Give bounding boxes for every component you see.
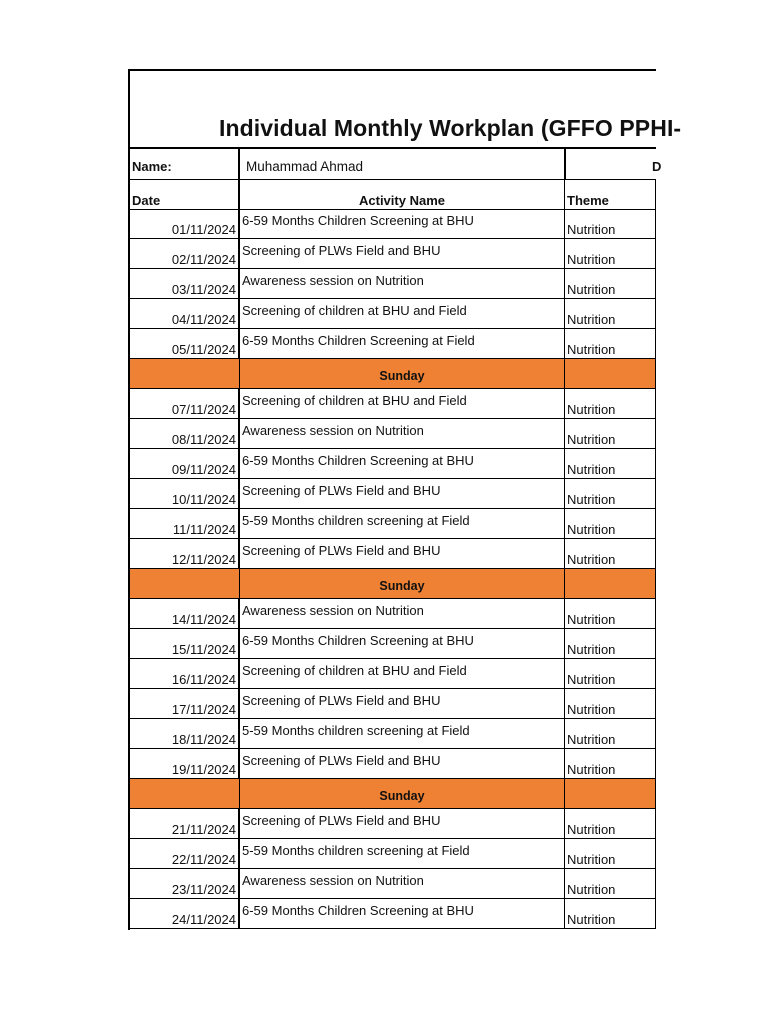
activity-cell[interactable] (240, 449, 565, 478)
theme-value: Nutrition (567, 852, 616, 867)
table-row (130, 749, 656, 779)
theme-value: Nutrition (567, 432, 616, 447)
date-value: 12/11/2024 (171, 552, 236, 567)
date-value: 10/11/2024 (171, 492, 236, 507)
activity-cell[interactable] (240, 899, 565, 928)
activity-value: Screening of PLWs Field and BHU (242, 243, 441, 258)
table-row (130, 419, 656, 449)
theme-cell[interactable] (565, 659, 656, 688)
sunday-label: Sunday (379, 579, 425, 593)
activity-cell[interactable] (240, 269, 565, 298)
date-value: 22/11/2024 (171, 852, 236, 867)
table-row (130, 599, 656, 629)
table-row (130, 899, 656, 929)
theme-cell[interactable] (565, 689, 656, 718)
activity-value: 5-59 Months children screening at Field (242, 513, 470, 528)
theme-value: Nutrition (567, 882, 616, 897)
activity-cell[interactable] (240, 209, 565, 238)
theme-cell[interactable] (565, 809, 656, 838)
table-row (130, 449, 656, 479)
date-value: 18/11/2024 (171, 732, 236, 747)
table-row (130, 809, 656, 839)
theme-cell[interactable] (565, 449, 656, 478)
activity-value: Awareness session on Nutrition (242, 273, 424, 288)
date-cell[interactable] (130, 869, 240, 898)
name-value-cell[interactable] (240, 147, 565, 179)
date-value: 19/11/2024 (171, 762, 236, 777)
date-cell[interactable] (130, 539, 240, 568)
theme-cell[interactable] (565, 749, 656, 778)
theme-value: Nutrition (567, 222, 616, 237)
theme-cell[interactable] (565, 329, 656, 358)
table-row (130, 479, 656, 509)
activity-cell[interactable] (240, 719, 565, 748)
activity-cell[interactable] (240, 659, 565, 688)
name-extra-text: D (652, 159, 662, 174)
theme-cell[interactable] (565, 539, 656, 568)
date-value: 05/11/2024 (171, 342, 236, 357)
theme-value: Nutrition (567, 912, 616, 927)
date-cell[interactable] (130, 389, 240, 418)
date-cell[interactable] (130, 329, 240, 358)
title-row (130, 71, 682, 149)
date-cell[interactable] (130, 479, 240, 508)
activity-cell[interactable] (240, 299, 565, 328)
date-cell[interactable] (130, 299, 240, 328)
table-row (130, 509, 656, 539)
header-date: Date (132, 193, 161, 208)
activity-cell[interactable] (240, 629, 565, 658)
theme-value: Nutrition (567, 312, 616, 327)
activity-cell[interactable] (240, 749, 565, 778)
table-row (130, 689, 656, 719)
theme-cell[interactable] (565, 629, 656, 658)
date-cell[interactable] (130, 659, 240, 688)
activity-cell[interactable] (240, 689, 565, 718)
activity-cell[interactable] (240, 419, 565, 448)
theme-cell[interactable] (565, 599, 656, 628)
sunday-label-cell[interactable] (240, 779, 565, 808)
date-value: 21/11/2024 (171, 822, 236, 837)
date-value: 16/11/2024 (171, 672, 236, 687)
activity-cell[interactable] (240, 809, 565, 838)
sunday-theme-cell[interactable] (565, 779, 656, 808)
theme-value: Nutrition (567, 702, 616, 717)
theme-cell[interactable] (565, 719, 656, 748)
theme-cell[interactable] (565, 419, 656, 448)
table-row (130, 659, 656, 689)
table-row (130, 239, 656, 269)
activity-value: Screening of children at BHU and Field (242, 393, 467, 408)
header-activity-cell[interactable] (240, 179, 565, 209)
sunday-label-cell[interactable] (240, 569, 565, 598)
theme-value: Nutrition (567, 552, 616, 567)
name-label: Name: (132, 159, 172, 174)
date-cell[interactable] (130, 419, 240, 448)
header-theme-cell[interactable] (565, 179, 656, 209)
sunday-theme-cell[interactable] (565, 359, 656, 388)
date-value: 24/11/2024 (171, 912, 236, 927)
activity-value: Awareness session on Nutrition (242, 873, 424, 888)
name-extra-cell[interactable] (652, 147, 676, 179)
date-cell[interactable] (130, 689, 240, 718)
sunday-theme-cell[interactable] (565, 569, 656, 598)
theme-cell[interactable] (565, 209, 656, 238)
sunday-row (130, 779, 656, 809)
theme-cell[interactable] (565, 869, 656, 898)
sunday-row (130, 359, 656, 389)
header-theme: Theme (567, 193, 609, 208)
name-label-cell[interactable] (130, 147, 240, 179)
activity-value: 6-59 Months Children Screening at BHU (242, 903, 474, 918)
table-row (130, 839, 656, 869)
sunday-label: Sunday (379, 789, 425, 803)
theme-cell[interactable] (565, 899, 656, 928)
date-value: 01/11/2024 (171, 222, 236, 237)
theme-value: Nutrition (567, 612, 616, 627)
date-cell[interactable] (130, 809, 240, 838)
table-row (130, 719, 656, 749)
table-row (130, 209, 656, 239)
date-value: 17/11/2024 (171, 702, 236, 717)
theme-cell[interactable] (565, 389, 656, 418)
sunday-date-cell[interactable] (130, 779, 240, 808)
activity-cell[interactable] (240, 389, 565, 418)
theme-value: Nutrition (567, 252, 616, 267)
theme-cell[interactable] (565, 509, 656, 538)
sunday-date-cell[interactable] (130, 569, 240, 598)
table-row (130, 539, 656, 569)
date-cell[interactable] (130, 239, 240, 268)
theme-value: Nutrition (567, 282, 616, 297)
theme-value: Nutrition (567, 732, 616, 747)
table-row (130, 629, 656, 659)
theme-value: Nutrition (567, 672, 616, 687)
date-value: 15/11/2024 (171, 642, 236, 657)
activity-cell[interactable] (240, 539, 565, 568)
date-cell[interactable] (130, 749, 240, 778)
theme-value: Nutrition (567, 522, 616, 537)
sunday-row (130, 569, 656, 599)
table-header (130, 179, 656, 210)
activity-cell[interactable] (240, 329, 565, 358)
page-title: Individual Monthly Workplan (GFFO PPHI- (219, 115, 682, 141)
activity-cell[interactable] (240, 479, 565, 508)
activity-cell[interactable] (240, 239, 565, 268)
theme-cell[interactable] (565, 479, 656, 508)
activity-cell[interactable] (240, 509, 565, 538)
activity-value: 5-59 Months children screening at Field (242, 843, 470, 858)
date-value: 08/11/2024 (171, 432, 236, 447)
sunday-label-cell[interactable] (240, 359, 565, 388)
date-value: 11/11/2024 (172, 522, 236, 537)
theme-cell[interactable] (565, 299, 656, 328)
theme-cell[interactable] (565, 239, 656, 268)
name-blank-cell[interactable] (565, 147, 656, 179)
table-row (130, 869, 656, 899)
sunday-date-cell[interactable] (130, 359, 240, 388)
theme-cell[interactable] (565, 269, 656, 298)
date-cell[interactable] (130, 269, 240, 298)
name-row (130, 147, 662, 180)
header-date-cell[interactable] (130, 179, 240, 209)
date-value: 14/11/2024 (171, 612, 236, 627)
activity-value: Screening of PLWs Field and BHU (242, 483, 441, 498)
activity-cell[interactable] (240, 599, 565, 628)
theme-value: Nutrition (567, 762, 616, 777)
table-body (130, 209, 656, 929)
date-cell[interactable] (130, 899, 240, 928)
date-value: 09/11/2024 (171, 462, 236, 477)
theme-value: Nutrition (567, 822, 616, 837)
activity-value: Screening of PLWs Field and BHU (242, 543, 441, 558)
theme-value: Nutrition (567, 492, 616, 507)
activity-value: Screening of PLWs Field and BHU (242, 753, 441, 768)
activity-cell[interactable] (240, 869, 565, 898)
date-value: 04/11/2024 (171, 312, 236, 327)
activity-value: 6-59 Months Children Screening at BHU (242, 213, 474, 228)
activity-value: Screening of children at BHU and Field (242, 663, 467, 678)
activity-value: 6-59 Months Children Screening at BHU (242, 633, 474, 648)
activity-value: 6-59 Months Children Screening at BHU (242, 453, 474, 468)
theme-value: Nutrition (567, 642, 616, 657)
workplan-sheet (128, 69, 682, 930)
activity-value: 5-59 Months children screening at Field (242, 723, 470, 738)
theme-value: Nutrition (567, 402, 616, 417)
date-value: 07/11/2024 (171, 402, 236, 417)
sunday-label: Sunday (379, 369, 425, 383)
date-value: 02/11/2024 (171, 252, 236, 267)
table-row (130, 299, 656, 329)
date-cell[interactable] (130, 509, 240, 538)
date-cell[interactable] (130, 719, 240, 748)
activity-value: Awareness session on Nutrition (242, 603, 424, 618)
date-cell[interactable] (130, 449, 240, 478)
header-activity: Activity Name (359, 193, 445, 208)
date-cell[interactable] (130, 209, 240, 238)
table-row (130, 269, 656, 299)
theme-cell[interactable] (565, 839, 656, 868)
theme-value: Nutrition (567, 462, 616, 477)
date-value: 03/11/2024 (171, 282, 236, 297)
date-cell[interactable] (130, 599, 240, 628)
table-row (130, 329, 656, 359)
theme-value: Nutrition (567, 342, 616, 357)
date-cell[interactable] (130, 839, 240, 868)
table-row (130, 389, 656, 419)
activity-value: Screening of PLWs Field and BHU (242, 813, 441, 828)
activity-cell[interactable] (240, 839, 565, 868)
activity-value: Screening of children at BHU and Field (242, 303, 467, 318)
activity-value: Awareness session on Nutrition (242, 423, 424, 438)
date-value: 23/11/2024 (171, 882, 236, 897)
date-cell[interactable] (130, 629, 240, 658)
activity-value: Screening of PLWs Field and BHU (242, 693, 441, 708)
activity-value: 6-59 Months Children Screening at Field (242, 333, 475, 348)
name-value: Muhammad Ahmad (246, 159, 364, 174)
